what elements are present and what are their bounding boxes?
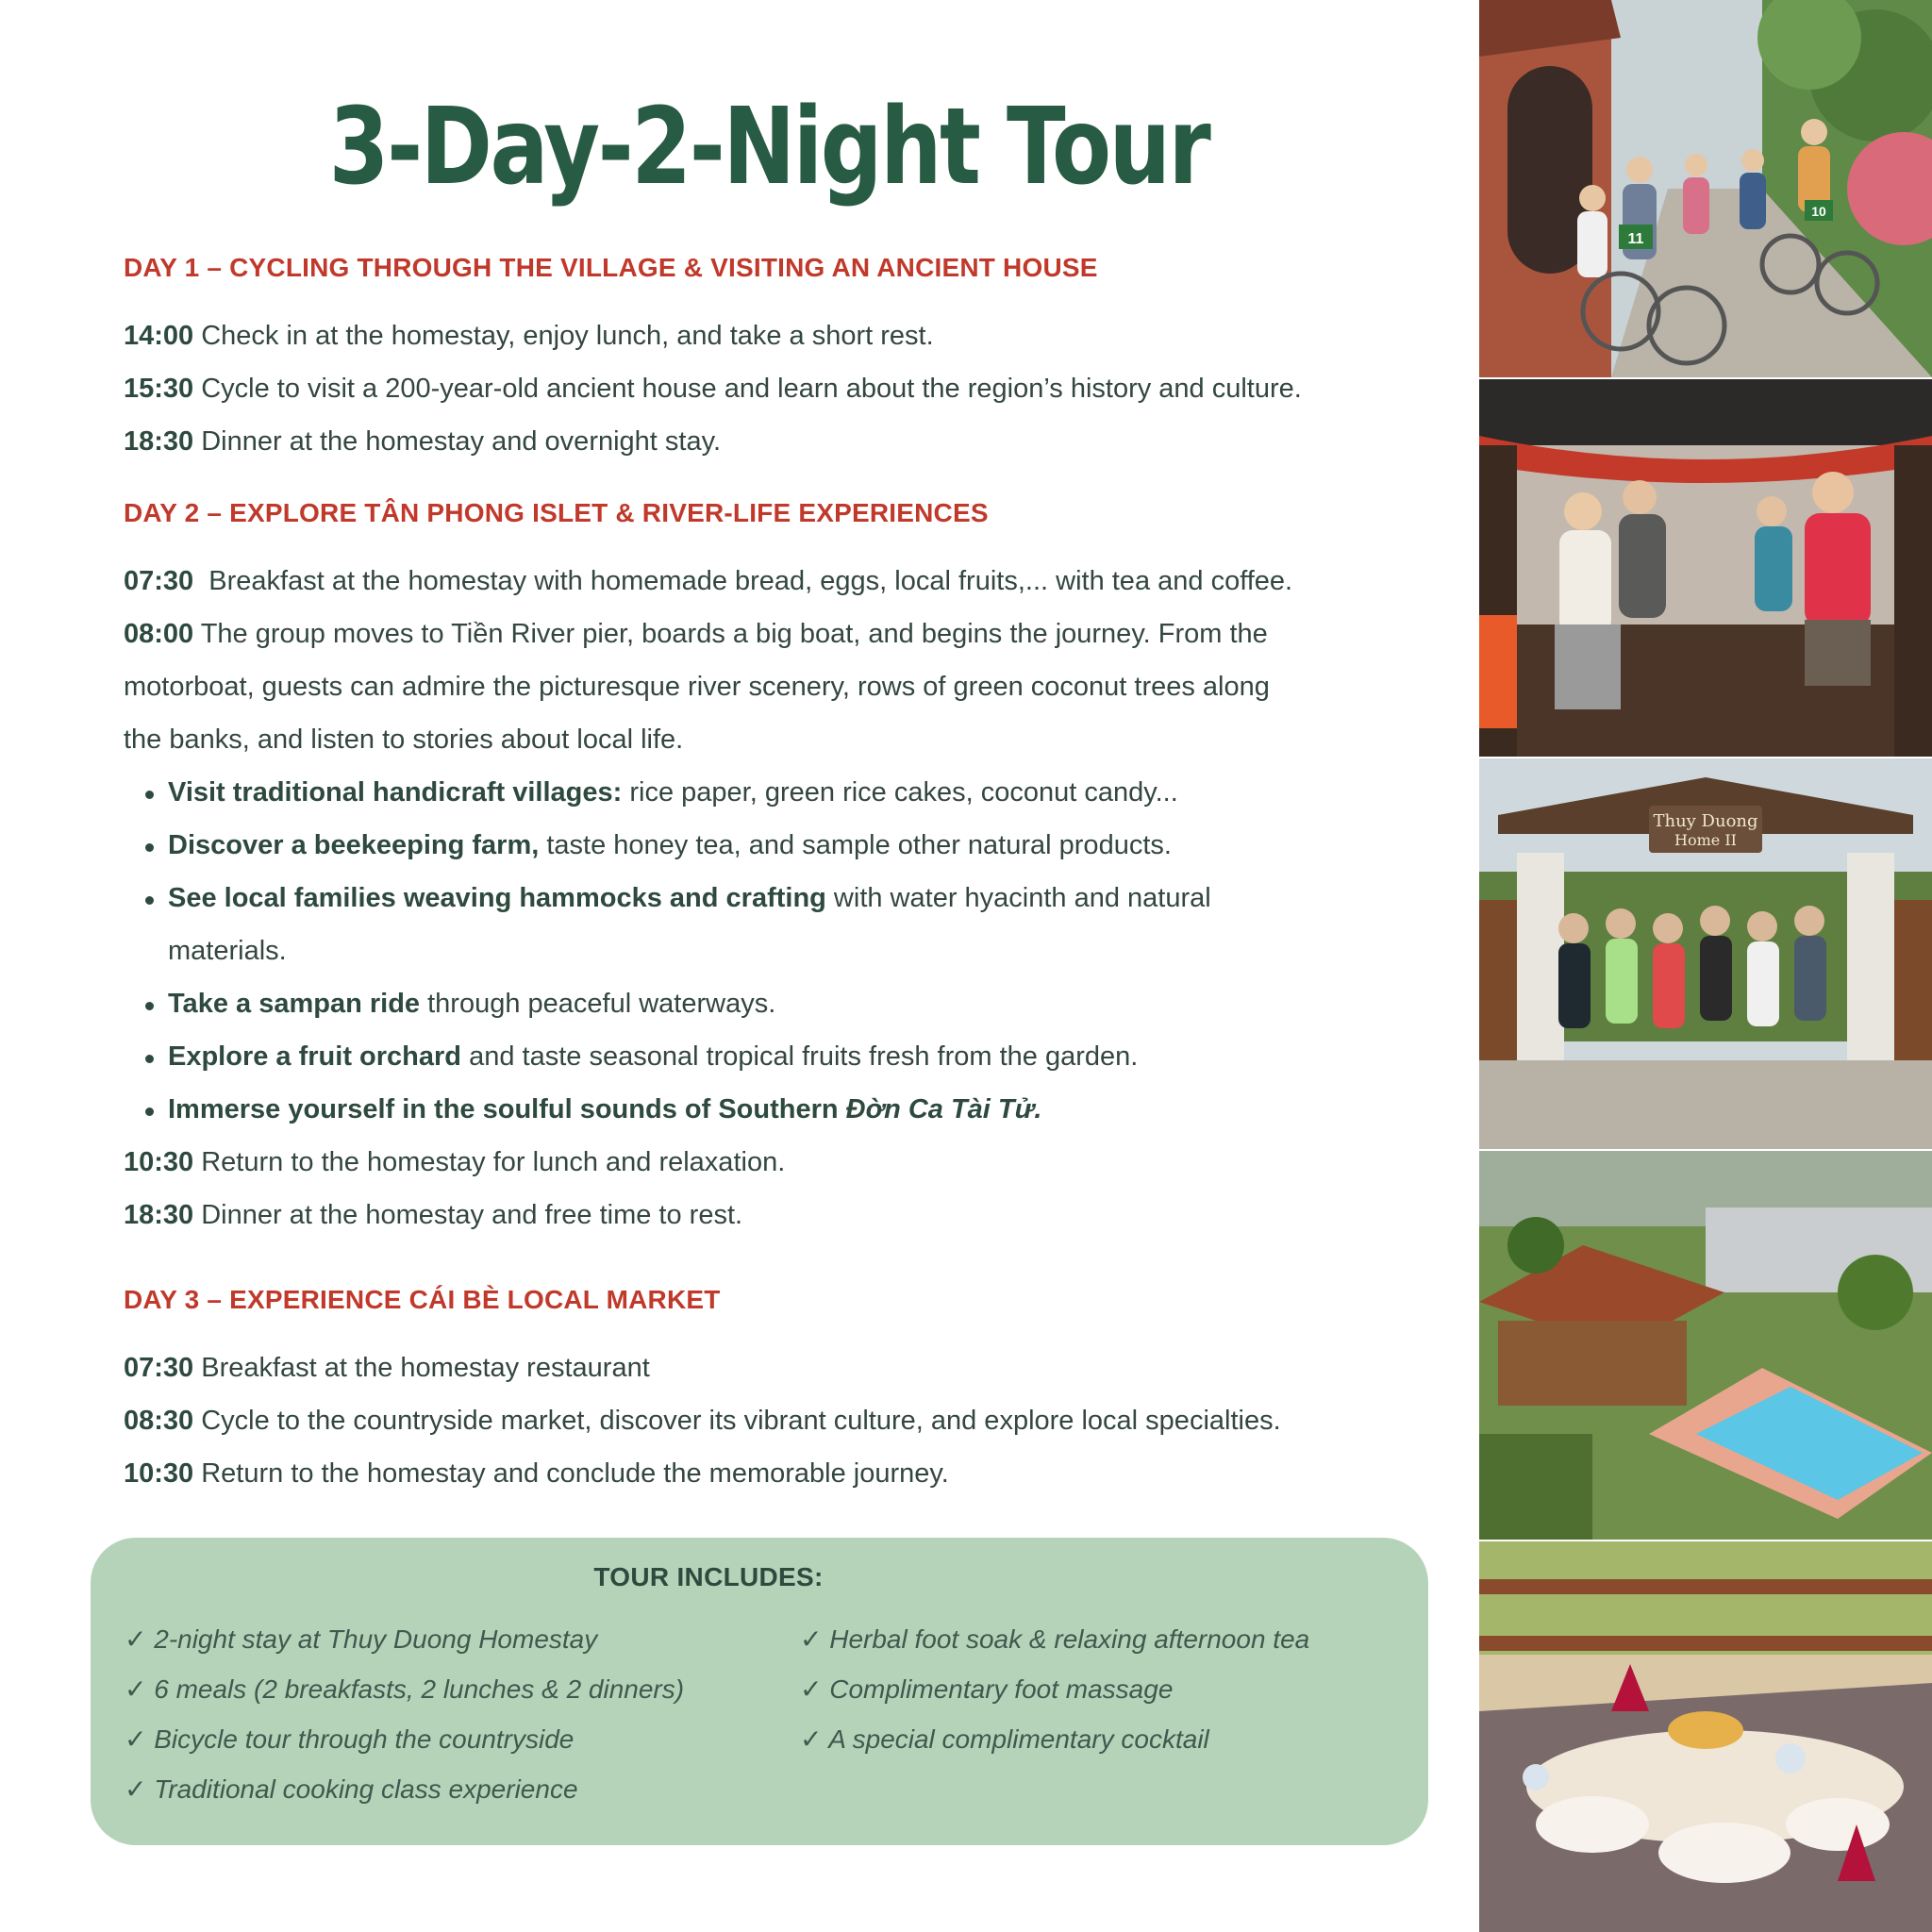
day3-item [124, 1353, 1416, 1384]
time: 08:00 [124, 619, 194, 649]
bullet-text: with water hyacinth and natural [825, 883, 1211, 913]
activity-bullet-continued: materials. [168, 936, 287, 966]
include-item: ✓ Traditional cooking class experience [125, 1774, 578, 1804]
include-item: ✓ 6 meals (2 breakfasts, 2 lunches & 2 dinners) [125, 1674, 685, 1704]
bullet-text: and taste seasonal tropical fruits fresh from the garden. [461, 1041, 1139, 1072]
cycling-group-photo [1479, 0, 1932, 377]
time: 10:30 [124, 1458, 194, 1489]
day1-item [124, 374, 1416, 405]
photo-column [1479, 0, 1932, 1932]
bullet-dot [145, 1108, 154, 1116]
time: 15:30 [124, 374, 194, 404]
activity-bullet [168, 1094, 1423, 1125]
tour-includes-box [91, 1538, 1428, 1845]
activity: Return to the homestay for lunch and relaxation. [193, 1147, 786, 1177]
time: 14:00 [124, 321, 194, 351]
bullet-bold: Explore a fruit orchard [168, 1041, 462, 1072]
bullet-bold: Take a sampan ride [168, 989, 421, 1019]
activity: Breakfast at the homestay with homemade bread, eggs, local fruits,... with tea and coffee. [193, 566, 1293, 596]
bullet-dot [145, 1055, 154, 1063]
include-item: ✓ A special complimentary cocktail [800, 1724, 1209, 1754]
time: 07:30 [124, 566, 194, 596]
activity: Dinner at the homestay and free time to rest. [193, 1200, 743, 1230]
activity: The group moves to Tiền River pier, boards a big boat, and begins the journey. From the [193, 619, 1268, 649]
activity: Breakfast at the homestay restaurant [193, 1353, 650, 1383]
homestay-sign: Home II [1674, 831, 1737, 849]
day3-item [124, 1458, 1416, 1490]
activity: Dinner at the homestay and overnight stay. [193, 426, 722, 457]
bullet-dot [145, 896, 154, 905]
bullet-italic: Đờn Ca Tài Tử. [845, 1094, 1042, 1124]
activity: Cycle to visit a 200-year-old ancient house and learn about the region’s history and culture. [193, 374, 1302, 404]
day1-item [124, 426, 1416, 458]
activity-bullet [168, 883, 1423, 914]
time: 18:30 [124, 426, 194, 457]
bullet-bold: Immerse yourself in the soulful sounds of Southern [168, 1094, 846, 1124]
day2-item [124, 1147, 1416, 1178]
activity-bullet [168, 1041, 1423, 1073]
activity: Check in at the homestay, enjoy lunch, and take a short rest. [193, 321, 934, 351]
activity: Return to the homestay and conclude the memorable journey. [193, 1458, 949, 1489]
day2-item [124, 619, 1416, 650]
homestay-aerial-photo [1479, 1151, 1932, 1540]
activity-bullet [168, 989, 1423, 1020]
activity: Cycle to the countryside market, discover its vibrant culture, and explore local specialties. [193, 1406, 1281, 1436]
day1-heading: DAY 1 – CYCLING THROUGH THE VILLAGE & VISITING AN ANCIENT HOUSE [124, 253, 1098, 282]
bullet-bold: See local families weaving hammocks and crafting [168, 883, 826, 913]
activity-bullet [168, 777, 1423, 808]
tour-includes-title: TOUR INCLUDES: [593, 1562, 824, 1591]
day2-item-continued: motorboat, guests can admire the picturesque river scenery, rows of green coconut trees along [124, 672, 1270, 702]
bullet-bold: Discover a beekeeping farm, [168, 830, 540, 860]
boat-tour-photo [1479, 379, 1932, 757]
activity-bullet [168, 830, 1423, 861]
day2-item-continued: the banks, and listen to stories about local life. [124, 724, 684, 755]
homestay-sign: Thuy Duong [1653, 811, 1758, 831]
time: 07:30 [124, 1353, 194, 1383]
time: 10:30 [124, 1147, 194, 1177]
day2-heading: DAY 2 – EXPLORE TÂN PHONG ISLET & RIVER-LIFE EXPERIENCES [124, 498, 989, 527]
bike-tag: 10 [1811, 204, 1826, 219]
include-item: ✓ Herbal foot soak & relaxing afternoon tea [800, 1624, 1310, 1654]
day2-item [124, 566, 1416, 597]
dining-table-photo [1479, 1541, 1932, 1932]
day3-heading: DAY 3 – EXPERIENCE CÁI BÈ LOCAL MARKET [124, 1285, 721, 1314]
homestay-gate-photo [1479, 758, 1932, 1149]
bullet-text: through peaceful waterways. [420, 989, 776, 1019]
include-item: ✓ Complimentary foot massage [800, 1674, 1174, 1704]
include-item: ✓ Bicycle tour through the countryside [125, 1724, 575, 1754]
bullet-bold: Visit traditional handicraft villages: [168, 777, 623, 808]
time: 18:30 [124, 1200, 194, 1230]
bullet-dot [145, 1002, 154, 1010]
bullet-text: taste honey tea, and sample other natural products. [539, 830, 1172, 860]
bullet-text: rice paper, green rice cakes, coconut candy... [622, 777, 1178, 808]
bullet-dot [145, 843, 154, 852]
time: 08:30 [124, 1406, 194, 1436]
day2-item [124, 1200, 1416, 1231]
day1-item [124, 321, 1416, 352]
day3-item [124, 1406, 1416, 1437]
bike-tag: 11 [1627, 231, 1644, 247]
bullet-dot [145, 791, 154, 799]
page-title: 3-Day-2-Night Tour [328, 86, 1209, 208]
include-item: ✓ 2-night stay at Thuy Duong Homestay [125, 1624, 598, 1654]
